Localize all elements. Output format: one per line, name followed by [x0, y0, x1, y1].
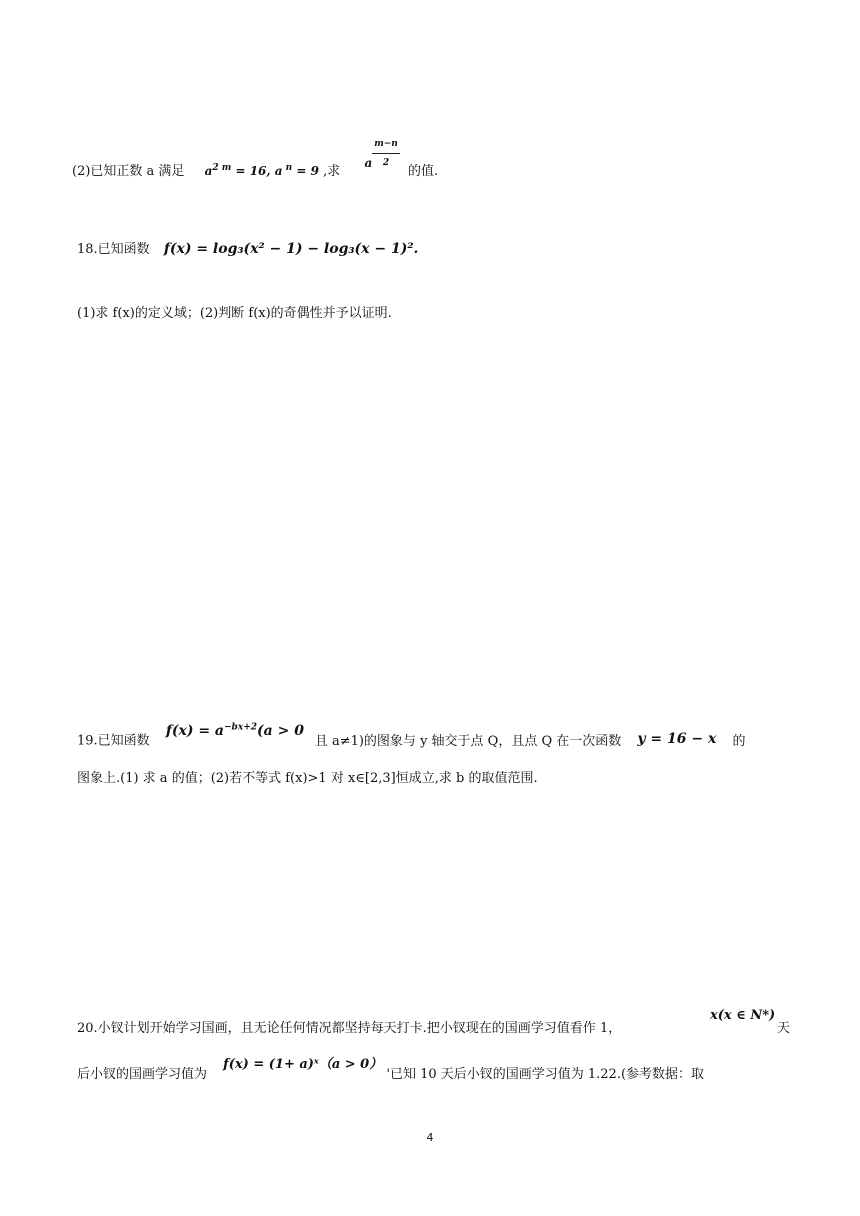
q20-line2-prefix: 后小钗的国画学习值为 — [77, 1067, 208, 1082]
q17-target-expression: a $\frac{m-n}{2}$ — [364, 156, 404, 170]
q18-prefix: 18.已知函数 — [77, 242, 150, 257]
q17-part2-mid: ,求 — [323, 164, 341, 179]
q19-suffix: 的 — [732, 733, 746, 749]
q18-stem-line — [77, 240, 418, 259]
q20-line1-text: 20.小钗计划开始学习国画，且无论任何情况都坚持每天打卡.把小钗现在的国画学习值看作 1， — [77, 1021, 622, 1036]
q19-stem-line — [77, 722, 746, 751]
q17-part2-prefix: (2)已知正数 a 满足 — [72, 164, 185, 179]
q17-part2-suffix: 的值. — [408, 164, 439, 179]
q20-line2 — [77, 1057, 705, 1084]
q19-line-formula: y = 16 − x — [637, 730, 717, 747]
q19-prefix: 19.已知函数 — [77, 733, 150, 749]
q19-formula: $f(x) = a^{-bx+2}(a > 0$ — [165, 722, 304, 739]
q20-line1 — [77, 1020, 621, 1038]
q17-part2-line — [72, 139, 439, 190]
q20-line1-end: 天 — [777, 1021, 791, 1036]
q18-formula: f(x) = log₃(x² − 1) − log₃(x − 1)². — [163, 241, 419, 257]
q19-line2: 图象上.(1) 求 a 的值；(2)若不等式 f(x)>1 对 x∈[2,3]恒成立,求 b 的取值范围. — [77, 771, 538, 786]
q17-condition-formula: $a^{2 m} = 16$, a $^n$ = 9 — [204, 163, 319, 178]
q20-domain-formula: x(x ∈ N*) — [710, 1008, 776, 1023]
q19-mid: 且 a≠1)的图象与 y 轴交于点 Q，且点 Q 在一次函数 — [314, 733, 622, 749]
q18-subparts: (1)求 f(x)的定义域；(2)判断 f(x)的奇偶性并予以证明. — [77, 306, 392, 321]
q20-line2-suffix: '已知 10 天后小钗的国画学习值为 1.22.(参考数据：取 — [386, 1067, 705, 1082]
q20-function-formula: f(x) = (1+ a)ˣ（a > 0） — [223, 1057, 383, 1072]
page-number: 4 — [426, 1131, 434, 1144]
